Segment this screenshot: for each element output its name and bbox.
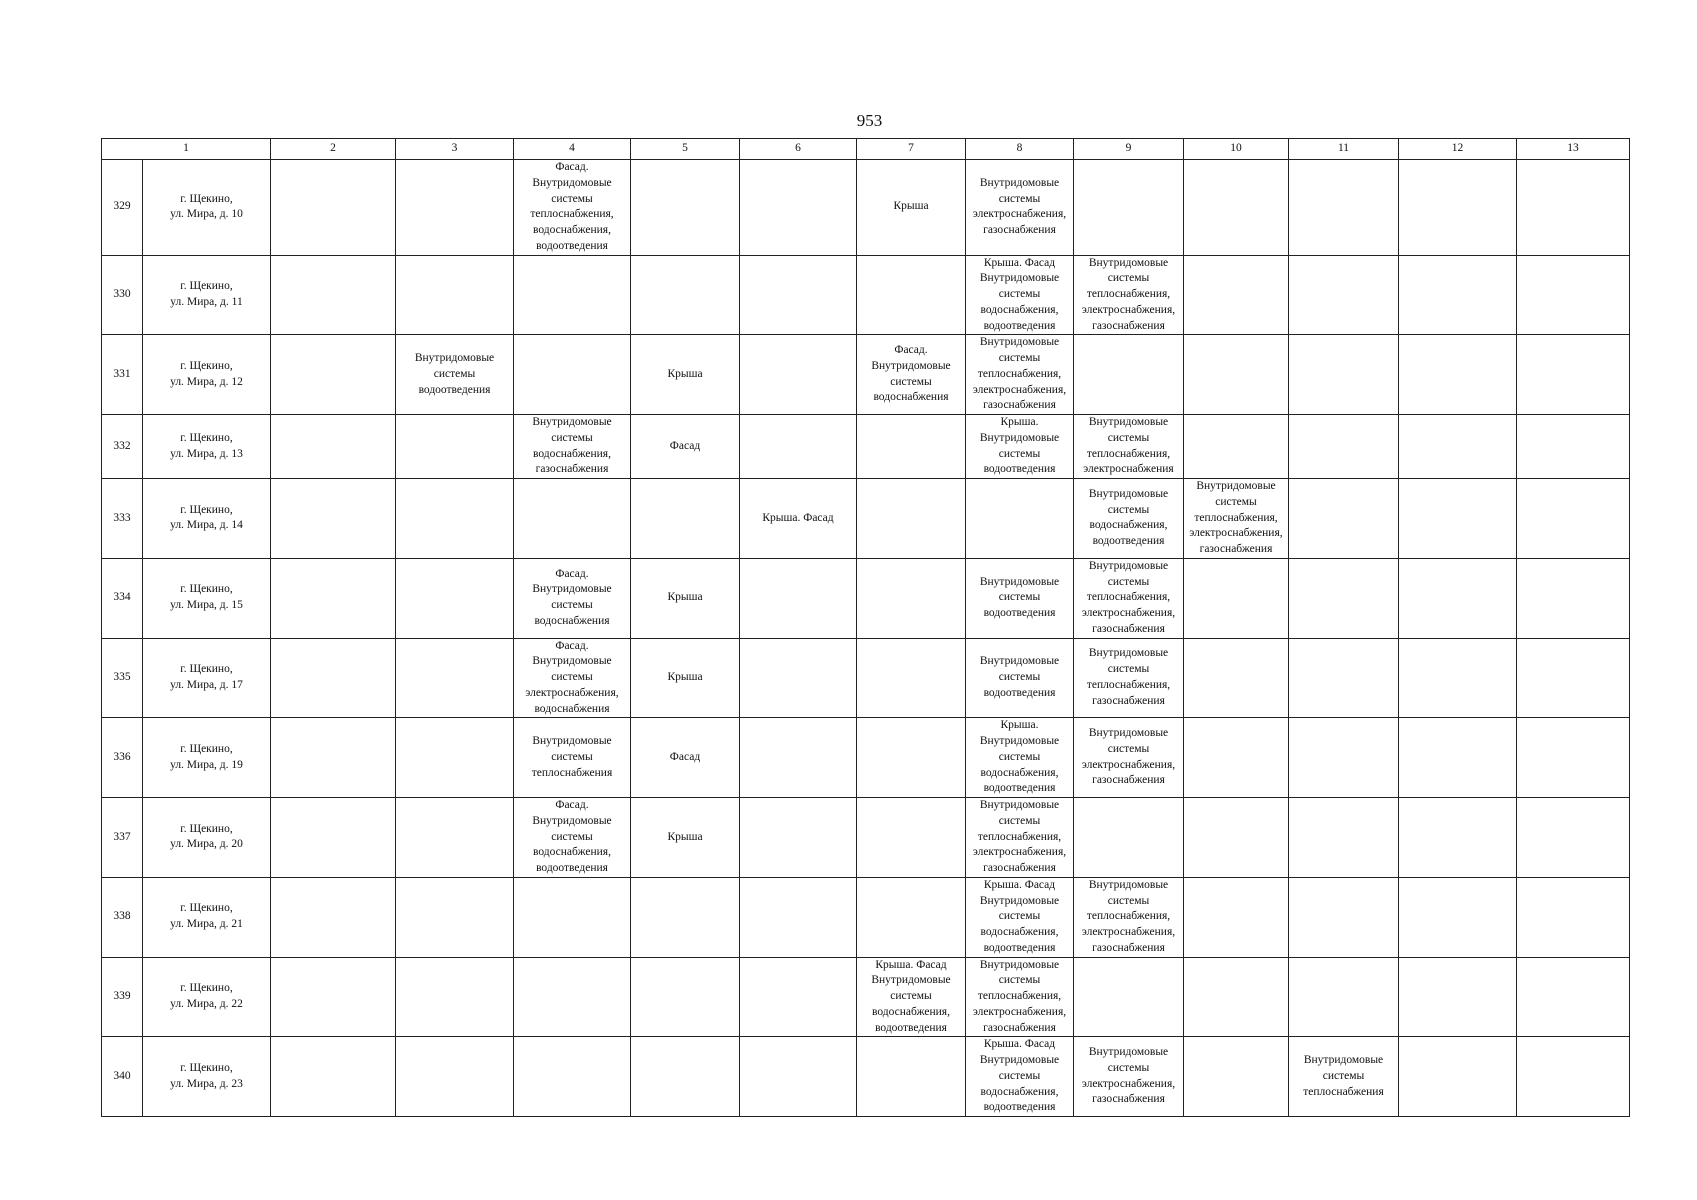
work-type-text: Внутридомовые системы водоснабжения, газоснабжения [532, 416, 612, 476]
work-cell-col-4 [514, 160, 631, 256]
work-cell-col-5 [631, 558, 740, 638]
work-cell-col-2 [271, 160, 396, 256]
work-type-text: Фасад. Внутридомовые системы водоснабжения, водоотведения [532, 799, 612, 874]
work-cell-col-13 [1517, 335, 1630, 415]
row-number: 333 [102, 479, 143, 559]
work-cell-col-12 [1399, 1037, 1517, 1117]
column-header: 7 [857, 139, 966, 160]
work-cell-col-6 [740, 638, 857, 718]
work-cell-col-5 [631, 335, 740, 415]
address-city: г. Щекино, [180, 431, 233, 444]
work-cell-col-8 [966, 479, 1074, 559]
work-type-text: Внутридомовые системы теплоснабжения, электроснабжения, газоснабжения [972, 336, 1067, 412]
row-number: 331 [102, 335, 143, 415]
work-cell-col-6 [740, 160, 857, 256]
work-cell-col-12 [1399, 957, 1517, 1037]
work-cell-col-7 [857, 415, 966, 479]
work-cell-col-5 [631, 255, 740, 335]
work-cell-col-2 [271, 638, 396, 718]
work-cell-col-2 [271, 415, 396, 479]
work-cell-col-9 [1074, 479, 1184, 559]
work-cell-col-6 [740, 415, 857, 479]
row-number: 332 [102, 415, 143, 479]
work-cell-col-12 [1399, 638, 1517, 718]
work-cell-col-4 [514, 638, 631, 718]
row-number: 336 [102, 718, 143, 798]
work-type-text: Внутридомовые системы теплоснабжения, электроснабжения [1083, 416, 1174, 476]
work-cell-col-5 [631, 415, 740, 479]
table-row [102, 877, 1630, 957]
column-header: 6 [740, 139, 857, 160]
work-type-text: Крыша. Внутридомовые системы водоотведения [979, 416, 1060, 476]
address-city: г. Щекино, [180, 583, 233, 596]
work-cell-col-7 [857, 479, 966, 559]
work-cell-col-13 [1517, 718, 1630, 798]
row-number: 337 [102, 798, 143, 878]
address-city: г. Щекино, [180, 503, 233, 516]
column-header: 2 [271, 139, 396, 160]
work-cell-col-5 [631, 798, 740, 878]
work-cell-col-10 [1184, 877, 1289, 957]
work-cell-col-9 [1074, 798, 1184, 878]
work-cell-col-12 [1399, 160, 1517, 256]
address-street: ул. Мира, д. 20 [170, 838, 243, 851]
work-cell-col-8 [966, 335, 1074, 415]
work-cell-col-4 [514, 558, 631, 638]
work-cell-col-3 [396, 798, 514, 878]
row-number: 335 [102, 638, 143, 718]
work-cell-col-6 [740, 335, 857, 415]
work-cell-col-3 [396, 335, 514, 415]
work-cell-col-4 [514, 335, 631, 415]
work-cell-col-5 [631, 638, 740, 718]
work-cell-col-4 [514, 718, 631, 798]
work-cell-col-7 [857, 558, 966, 638]
work-cell-col-6 [740, 479, 857, 559]
work-type-text: Фасад. Внутридомовые системы электроснабжения, водоснабжения [525, 639, 619, 715]
table-row [102, 255, 1630, 335]
work-type-text: Внутридомовые системы электроснабжения, газоснабжения [1081, 727, 1176, 787]
work-cell-col-13 [1517, 877, 1630, 957]
work-cell-col-12 [1399, 798, 1517, 878]
work-cell-col-2 [271, 798, 396, 878]
address-cell [143, 255, 271, 335]
table-row [102, 638, 1630, 718]
work-type-text: Внутридомовые системы электроснабжения, газоснабжения [1081, 1046, 1176, 1106]
address-cell [143, 160, 271, 256]
work-type-text: Внутридомовые системы теплоснабжения [1303, 1054, 1384, 1098]
repair-schedule-table [101, 138, 1630, 1117]
work-cell-col-11 [1289, 957, 1399, 1037]
work-cell-col-3 [396, 638, 514, 718]
work-type-text: Внутридомовые системы теплоснабжения, электроснабжения, газоснабжения [1081, 559, 1176, 635]
row-number: 330 [102, 255, 143, 335]
address-city: г. Щекино, [180, 822, 233, 835]
row-number: 339 [102, 957, 143, 1037]
work-cell-col-3 [396, 160, 514, 256]
work-cell-col-13 [1517, 798, 1630, 878]
work-cell-col-3 [396, 479, 514, 559]
table-row [102, 798, 1630, 878]
work-cell-col-11 [1289, 798, 1399, 878]
work-cell-col-5 [631, 718, 740, 798]
work-type-text: Фасад [669, 439, 701, 452]
work-cell-col-9 [1074, 415, 1184, 479]
work-cell-col-2 [271, 877, 396, 957]
work-cell-col-12 [1399, 479, 1517, 559]
work-cell-col-8 [966, 160, 1074, 256]
work-cell-col-10 [1184, 160, 1289, 256]
work-cell-col-6 [740, 957, 857, 1037]
address-city: г. Щекино, [180, 982, 233, 995]
work-cell-col-11 [1289, 877, 1399, 957]
work-type-text: Внутридомовые системы электроснабжения, газоснабжения [972, 176, 1067, 236]
work-cell-col-7 [857, 1037, 966, 1117]
work-type-text: Внутридомовые системы водоотведения [979, 575, 1060, 619]
work-cell-col-9 [1074, 160, 1184, 256]
work-cell-col-12 [1399, 255, 1517, 335]
work-cell-col-10 [1184, 558, 1289, 638]
work-cell-col-8 [966, 957, 1074, 1037]
work-type-text: Фасад. Внутридомовые системы водоснабжения [871, 344, 951, 404]
work-cell-col-11 [1289, 479, 1399, 559]
table-row [102, 160, 1630, 256]
work-cell-col-11 [1289, 638, 1399, 718]
work-cell-col-12 [1399, 877, 1517, 957]
work-type-text: Крыша. Внутридомовые системы водоснабжения, водоотведения [979, 719, 1060, 795]
work-cell-col-7 [857, 877, 966, 957]
work-cell-col-8 [966, 798, 1074, 878]
work-cell-col-4 [514, 255, 631, 335]
work-type-text: Внутридомовые системы теплоснабжения, газоснабжения [1086, 647, 1171, 707]
work-cell-col-7 [857, 638, 966, 718]
address-city: г. Щекино, [180, 663, 233, 676]
work-cell-col-13 [1517, 638, 1630, 718]
work-cell-col-11 [1289, 1037, 1399, 1117]
work-type-text: Внутридомовые системы теплоснабжения, электроснабжения, газоснабжения [972, 799, 1067, 874]
work-cell-col-4 [514, 798, 631, 878]
work-cell-col-9 [1074, 957, 1184, 1037]
work-cell-col-10 [1184, 479, 1289, 559]
work-cell-col-10 [1184, 1037, 1289, 1117]
work-cell-col-7 [857, 798, 966, 878]
row-number: 329 [102, 160, 143, 256]
work-cell-col-6 [740, 1037, 857, 1117]
work-cell-col-10 [1184, 957, 1289, 1037]
work-cell-col-4 [514, 1037, 631, 1117]
work-cell-col-10 [1184, 335, 1289, 415]
work-cell-col-9 [1074, 718, 1184, 798]
work-cell-col-4 [514, 479, 631, 559]
work-cell-col-7 [857, 718, 966, 798]
address-street: ул. Мира, д. 23 [170, 1077, 243, 1090]
column-header: 1 [102, 139, 271, 160]
column-header: 9 [1074, 139, 1184, 160]
work-cell-col-13 [1517, 479, 1630, 559]
column-header: 11 [1289, 139, 1399, 160]
work-cell-col-9 [1074, 255, 1184, 335]
work-cell-col-7 [857, 255, 966, 335]
address-city: г. Щекино, [180, 192, 233, 205]
work-cell-col-11 [1289, 160, 1399, 256]
table-body [102, 160, 1630, 1117]
work-cell-col-11 [1289, 255, 1399, 335]
work-cell-col-12 [1399, 415, 1517, 479]
table-row [102, 479, 1630, 559]
work-cell-col-2 [271, 718, 396, 798]
work-cell-col-11 [1289, 415, 1399, 479]
column-header: 8 [966, 139, 1074, 160]
row-number: 334 [102, 558, 143, 638]
work-cell-col-4 [514, 877, 631, 957]
address-street: ул. Мира, д. 14 [170, 519, 243, 532]
page-number: 953 [856, 111, 883, 130]
work-cell-col-2 [271, 255, 396, 335]
table-row [102, 558, 1630, 638]
work-type-text: Фасад [669, 750, 701, 763]
work-cell-col-2 [271, 957, 396, 1037]
work-cell-col-2 [271, 479, 396, 559]
address-city: г. Щекино, [180, 280, 233, 293]
work-cell-col-6 [740, 877, 857, 957]
column-header: 3 [396, 139, 514, 160]
work-cell-col-8 [966, 415, 1074, 479]
work-cell-col-13 [1517, 160, 1630, 256]
work-cell-col-8 [966, 877, 1074, 957]
work-type-text: Крыша. Фасад Внутридомовые системы водоснабжения, водоотведения [871, 958, 951, 1034]
address-cell [143, 957, 271, 1037]
work-type-text: Внутридомовые системы теплоснабжения, электроснабжения, газоснабжения [1189, 480, 1283, 555]
work-cell-col-7 [857, 335, 966, 415]
address-street: ул. Мира, д. 12 [170, 375, 243, 388]
table-row [102, 718, 1630, 798]
address-city: г. Щекино, [180, 359, 233, 372]
work-cell-col-3 [396, 558, 514, 638]
address-cell [143, 877, 271, 957]
work-cell-col-6 [740, 558, 857, 638]
address-city: г. Щекино, [180, 902, 233, 915]
column-header: 12 [1399, 139, 1517, 160]
address-street: ул. Мира, д. 10 [170, 208, 243, 221]
work-cell-col-12 [1399, 718, 1517, 798]
work-cell-col-13 [1517, 558, 1630, 638]
row-number: 340 [102, 1037, 143, 1117]
work-cell-col-9 [1074, 877, 1184, 957]
work-cell-col-13 [1517, 255, 1630, 335]
work-cell-col-3 [396, 718, 514, 798]
work-type-text: Крыша. Фасад Внутридомовые системы водоснабжения, водоотведения [979, 256, 1060, 332]
work-cell-col-4 [514, 957, 631, 1037]
work-cell-col-10 [1184, 638, 1289, 718]
work-cell-col-5 [631, 1037, 740, 1117]
work-type-text: Внутридомовые системы водоотведения [979, 655, 1060, 699]
work-type-text: Внутридомовые системы теплоснабжения, электроснабжения, газоснабжения [1081, 878, 1176, 954]
work-type-text: Крыша. Фасад Внутридомовые системы водоснабжения, водоотведения [979, 1038, 1060, 1114]
work-cell-col-10 [1184, 415, 1289, 479]
address-street: ул. Мира, д. 13 [170, 447, 243, 460]
address-street: ул. Мира, д. 11 [170, 295, 243, 308]
work-cell-col-5 [631, 877, 740, 957]
work-cell-col-10 [1184, 798, 1289, 878]
work-cell-col-3 [396, 957, 514, 1037]
work-type-text: Внутридомовые системы теплоснабжения [531, 735, 613, 779]
work-cell-col-4 [514, 415, 631, 479]
work-cell-col-11 [1289, 718, 1399, 798]
work-type-text: Внутридомовые системы теплоснабжения, электроснабжения, газоснабжения [972, 958, 1067, 1034]
work-cell-col-6 [740, 255, 857, 335]
work-cell-col-5 [631, 957, 740, 1037]
column-header: 4 [514, 139, 631, 160]
work-cell-col-5 [631, 479, 740, 559]
table-row [102, 1037, 1630, 1117]
address-cell [143, 479, 271, 559]
address-cell [143, 798, 271, 878]
work-cell-col-8 [966, 558, 1074, 638]
work-cell-col-13 [1517, 1037, 1630, 1117]
table-row [102, 335, 1630, 415]
work-type-text: Внутридомовые системы теплоснабжения, электроснабжения, газоснабжения [1081, 256, 1176, 332]
work-type-text: Крыша [667, 367, 703, 380]
address-cell [143, 718, 271, 798]
work-type-text: Внутридомовые системы водоснабжения, водоотведения [1088, 487, 1169, 548]
column-header: 13 [1517, 139, 1630, 160]
address-cell [143, 558, 271, 638]
work-cell-col-11 [1289, 558, 1399, 638]
header-row [102, 139, 1630, 160]
work-cell-col-9 [1074, 335, 1184, 415]
work-cell-col-10 [1184, 718, 1289, 798]
work-cell-col-3 [396, 877, 514, 957]
work-cell-col-2 [271, 558, 396, 638]
work-type-text: Фасад. Внутридомовые системы теплоснабжения, водоснабжения, водоотведения [530, 161, 614, 252]
work-type-text: Внутридомовые системы водоотведения [414, 352, 495, 396]
work-cell-col-7 [857, 957, 966, 1037]
column-header: 5 [631, 139, 740, 160]
work-type-text: Крыша [893, 200, 929, 213]
address-street: ул. Мира, д. 22 [170, 997, 243, 1010]
address-cell [143, 415, 271, 479]
work-cell-col-8 [966, 255, 1074, 335]
work-cell-col-2 [271, 335, 396, 415]
work-type-text: Крыша. Фасад [762, 511, 834, 524]
work-cell-col-2 [271, 1037, 396, 1117]
work-cell-col-5 [631, 160, 740, 256]
work-cell-col-9 [1074, 558, 1184, 638]
work-cell-col-8 [966, 718, 1074, 798]
work-cell-col-9 [1074, 638, 1184, 718]
work-cell-col-6 [740, 798, 857, 878]
work-cell-col-3 [396, 1037, 514, 1117]
row-number: 338 [102, 877, 143, 957]
table-row [102, 415, 1630, 479]
work-type-text: Крыша [667, 830, 703, 843]
address-cell [143, 1037, 271, 1117]
work-cell-col-13 [1517, 415, 1630, 479]
work-cell-col-11 [1289, 335, 1399, 415]
work-cell-col-8 [966, 638, 1074, 718]
address-cell [143, 638, 271, 718]
address-street: ул. Мира, д. 19 [170, 758, 243, 771]
work-type-text: Крыша [667, 671, 703, 683]
table-row [102, 957, 1630, 1037]
work-cell-col-9 [1074, 1037, 1184, 1117]
work-cell-col-3 [396, 255, 514, 335]
address-street: ул. Мира, д. 17 [170, 678, 243, 691]
column-header: 10 [1184, 139, 1289, 160]
work-cell-col-8 [966, 1037, 1074, 1117]
address-street: ул. Мира, д. 15 [170, 599, 243, 612]
work-cell-col-12 [1399, 558, 1517, 638]
address-street: ул. Мира, д. 21 [170, 918, 243, 931]
work-cell-col-13 [1517, 957, 1630, 1037]
address-cell [143, 335, 271, 415]
work-cell-col-12 [1399, 335, 1517, 415]
work-cell-col-10 [1184, 255, 1289, 335]
work-type-text: Крыша. Фасад Внутридомовые системы водоснабжения, водоотведения [979, 878, 1060, 954]
work-type-text: Крыша [667, 591, 703, 604]
address-city: г. Щекино, [180, 742, 233, 755]
work-type-text: Фасад. Внутридомовые системы водоснабжения [532, 567, 612, 627]
address-city: г. Щекино, [180, 1061, 233, 1074]
work-cell-col-6 [740, 718, 857, 798]
work-cell-col-3 [396, 415, 514, 479]
work-cell-col-7 [857, 160, 966, 256]
